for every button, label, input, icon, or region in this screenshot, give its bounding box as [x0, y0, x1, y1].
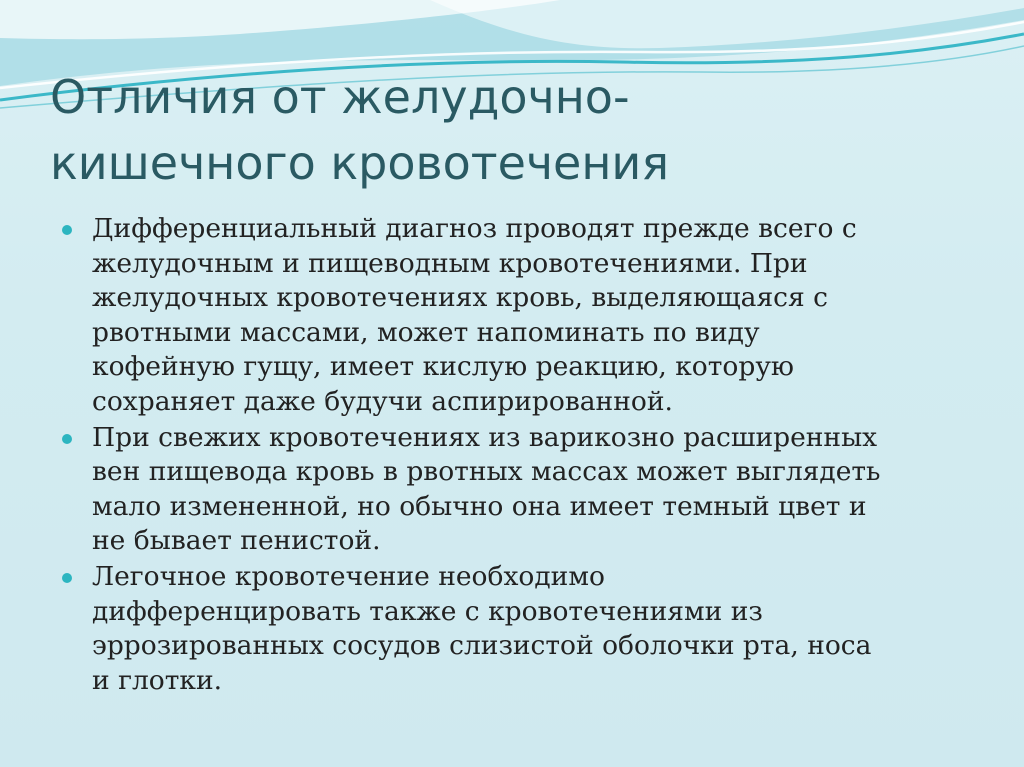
bullet-list [62, 212, 972, 699]
bullet-text [92, 212, 972, 420]
bullet-line: не бывает пенистой. [92, 525, 381, 557]
bullet-line: дифференцировать также с кровотечениями из [92, 595, 763, 627]
bullet-dot-icon [62, 573, 72, 583]
bullet-line: Дифференциальный диагноз проводят прежде всего с [92, 213, 857, 244]
bullet-line: желудочным и пищеводным кровотечениями. При [92, 247, 808, 279]
bullet-line: и глотки. [92, 664, 223, 696]
bullet-dot-icon [62, 434, 72, 444]
bullet-line: мало измененной, но обычно она имеет темный цвет и [92, 490, 867, 522]
bullet-item [62, 421, 972, 559]
bullet-line: рвотными массами, может напоминать по виду [92, 316, 760, 348]
slide-title [50, 64, 990, 196]
bullet-line: кофейную гущу, имеет кислую реакцию, которую [92, 351, 795, 383]
bullet-line: вен пищевода кровь в рвотных массах может выглядеть [92, 456, 881, 488]
bullet-item [62, 560, 972, 698]
bullet-line: эррозированных сосудов слизистой оболочки рта, носа [92, 630, 872, 662]
bullet-line: желудочных кровотечениях кровь, выделяющаяся с [92, 282, 828, 314]
title-line: кишечного кровотечения [50, 136, 670, 190]
title-line: Отличия от желудочно- [50, 70, 630, 124]
bullet-dot-icon [62, 225, 72, 235]
bullet-item [62, 212, 972, 420]
bullet-line: Легочное кровотечение необходимо [92, 560, 605, 592]
bullet-line: При свежих кровотечениях из варикозно расширенных [92, 421, 878, 453]
bullet-text [92, 560, 972, 698]
bullet-line: сохраняет даже будучи аспирированной. [92, 385, 673, 417]
bullet-text [92, 421, 972, 559]
